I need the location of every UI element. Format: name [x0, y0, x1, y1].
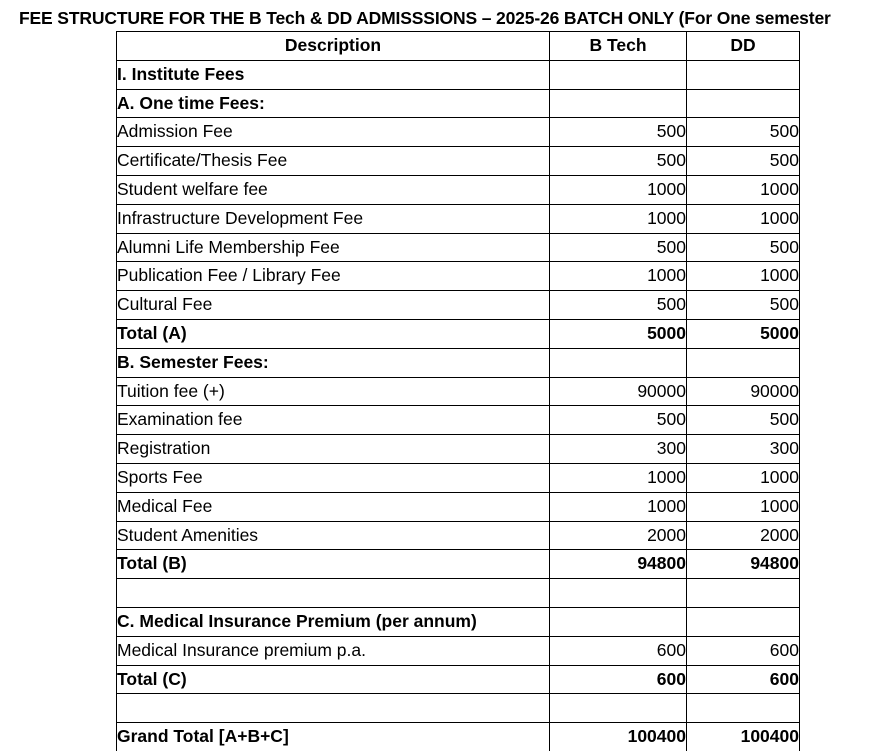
- row-description: Tuition fee (+): [117, 377, 550, 406]
- table-row: [117, 435, 800, 464]
- row-btech-amount: 300: [550, 435, 687, 464]
- row-description: I. Institute Fees: [117, 60, 550, 89]
- row-dd-amount: [687, 60, 800, 89]
- row-dd-amount: 94800: [687, 550, 800, 579]
- row-dd-amount: 90000: [687, 377, 800, 406]
- row-description: Examination fee: [117, 406, 550, 435]
- table-row: [117, 694, 800, 723]
- row-description: C. Medical Insurance Premium (per annum): [117, 607, 550, 636]
- row-dd-amount: 1000: [687, 175, 800, 204]
- row-dd-amount: 5000: [687, 319, 800, 348]
- row-btech-amount: 1000: [550, 492, 687, 521]
- row-btech-amount: [550, 694, 687, 723]
- row-btech-amount: 1000: [550, 463, 687, 492]
- table-row: [117, 550, 800, 579]
- row-description: A. One time Fees:: [117, 89, 550, 118]
- document-title: FEE STRUCTURE FOR THE B Tech & DD ADMISSSIONS – 2025-26 BATCH ONLY (For One semester: [19, 8, 831, 28]
- row-dd-amount: 600: [687, 636, 800, 665]
- row-description: Sports Fee: [117, 463, 550, 492]
- row-dd-amount: 600: [687, 665, 800, 694]
- row-dd-amount: 500: [687, 233, 800, 262]
- header-description: Description: [117, 32, 550, 61]
- table-row: [117, 521, 800, 550]
- row-description: Total (B): [117, 550, 550, 579]
- row-description: Infrastructure Development Fee: [117, 204, 550, 233]
- fee-structure-table: [116, 31, 800, 751]
- header-dd: DD: [687, 32, 800, 61]
- table-row: [117, 291, 800, 320]
- row-description: Total (A): [117, 319, 550, 348]
- row-dd-amount: [687, 348, 800, 377]
- row-dd-amount: [687, 89, 800, 118]
- row-dd-amount: 1000: [687, 204, 800, 233]
- header-btech: B Tech: [550, 32, 687, 61]
- row-description: Student Amenities: [117, 521, 550, 550]
- row-description: [117, 579, 550, 608]
- table-row: [117, 406, 800, 435]
- row-btech-amount: 90000: [550, 377, 687, 406]
- table-row: [117, 262, 800, 291]
- table-row: [117, 636, 800, 665]
- table-row: [117, 118, 800, 147]
- row-dd-amount: 1000: [687, 463, 800, 492]
- row-dd-amount: 500: [687, 118, 800, 147]
- row-btech-amount: 500: [550, 118, 687, 147]
- row-description: Certificate/Thesis Fee: [117, 147, 550, 176]
- row-description: Total (C): [117, 665, 550, 694]
- table-row: [117, 348, 800, 377]
- table-row: [117, 492, 800, 521]
- table-row: [117, 579, 800, 608]
- row-dd-amount: 2000: [687, 521, 800, 550]
- row-btech-amount: 2000: [550, 521, 687, 550]
- table-row: [117, 665, 800, 694]
- table-row: [117, 147, 800, 176]
- table-row: [117, 89, 800, 118]
- row-btech-amount: 500: [550, 291, 687, 320]
- row-dd-amount: 500: [687, 291, 800, 320]
- row-btech-amount: 94800: [550, 550, 687, 579]
- row-description: B. Semester Fees:: [117, 348, 550, 377]
- row-btech-amount: [550, 60, 687, 89]
- table-row: [117, 377, 800, 406]
- row-btech-amount: 1000: [550, 204, 687, 233]
- row-btech-amount: 1000: [550, 262, 687, 291]
- row-btech-amount: [550, 607, 687, 636]
- row-description: Student welfare fee: [117, 175, 550, 204]
- row-description: Cultural Fee: [117, 291, 550, 320]
- row-btech-amount: [550, 89, 687, 118]
- row-btech-amount: [550, 348, 687, 377]
- row-btech-amount: 500: [550, 147, 687, 176]
- row-btech-amount: 1000: [550, 175, 687, 204]
- row-dd-amount: [687, 607, 800, 636]
- row-dd-amount: [687, 694, 800, 723]
- row-description: Publication Fee / Library Fee: [117, 262, 550, 291]
- row-btech-amount: [550, 579, 687, 608]
- row-dd-amount: 500: [687, 147, 800, 176]
- table-header-row: [117, 32, 800, 61]
- row-description: Registration: [117, 435, 550, 464]
- row-description: Grand Total [A+B+C]: [117, 723, 550, 751]
- table-row: [117, 233, 800, 262]
- row-description: Alumni Life Membership Fee: [117, 233, 550, 262]
- row-dd-amount: [687, 579, 800, 608]
- table-row: [117, 175, 800, 204]
- row-btech-amount: 5000: [550, 319, 687, 348]
- row-dd-amount: 500: [687, 406, 800, 435]
- row-btech-amount: 600: [550, 665, 687, 694]
- table-row: [117, 607, 800, 636]
- row-description: Medical Insurance premium p.a.: [117, 636, 550, 665]
- row-dd-amount: 1000: [687, 262, 800, 291]
- table-row: [117, 204, 800, 233]
- row-btech-amount: 500: [550, 406, 687, 435]
- row-btech-amount: 600: [550, 636, 687, 665]
- table-row: [117, 60, 800, 89]
- table-row: [117, 319, 800, 348]
- row-dd-amount: 1000: [687, 492, 800, 521]
- row-description: Medical Fee: [117, 492, 550, 521]
- row-btech-amount: 100400: [550, 723, 687, 751]
- row-description: [117, 694, 550, 723]
- row-dd-amount: 100400: [687, 723, 800, 751]
- row-btech-amount: 500: [550, 233, 687, 262]
- table-row: [117, 723, 800, 751]
- row-dd-amount: 300: [687, 435, 800, 464]
- table-row: [117, 463, 800, 492]
- row-description: Admission Fee: [117, 118, 550, 147]
